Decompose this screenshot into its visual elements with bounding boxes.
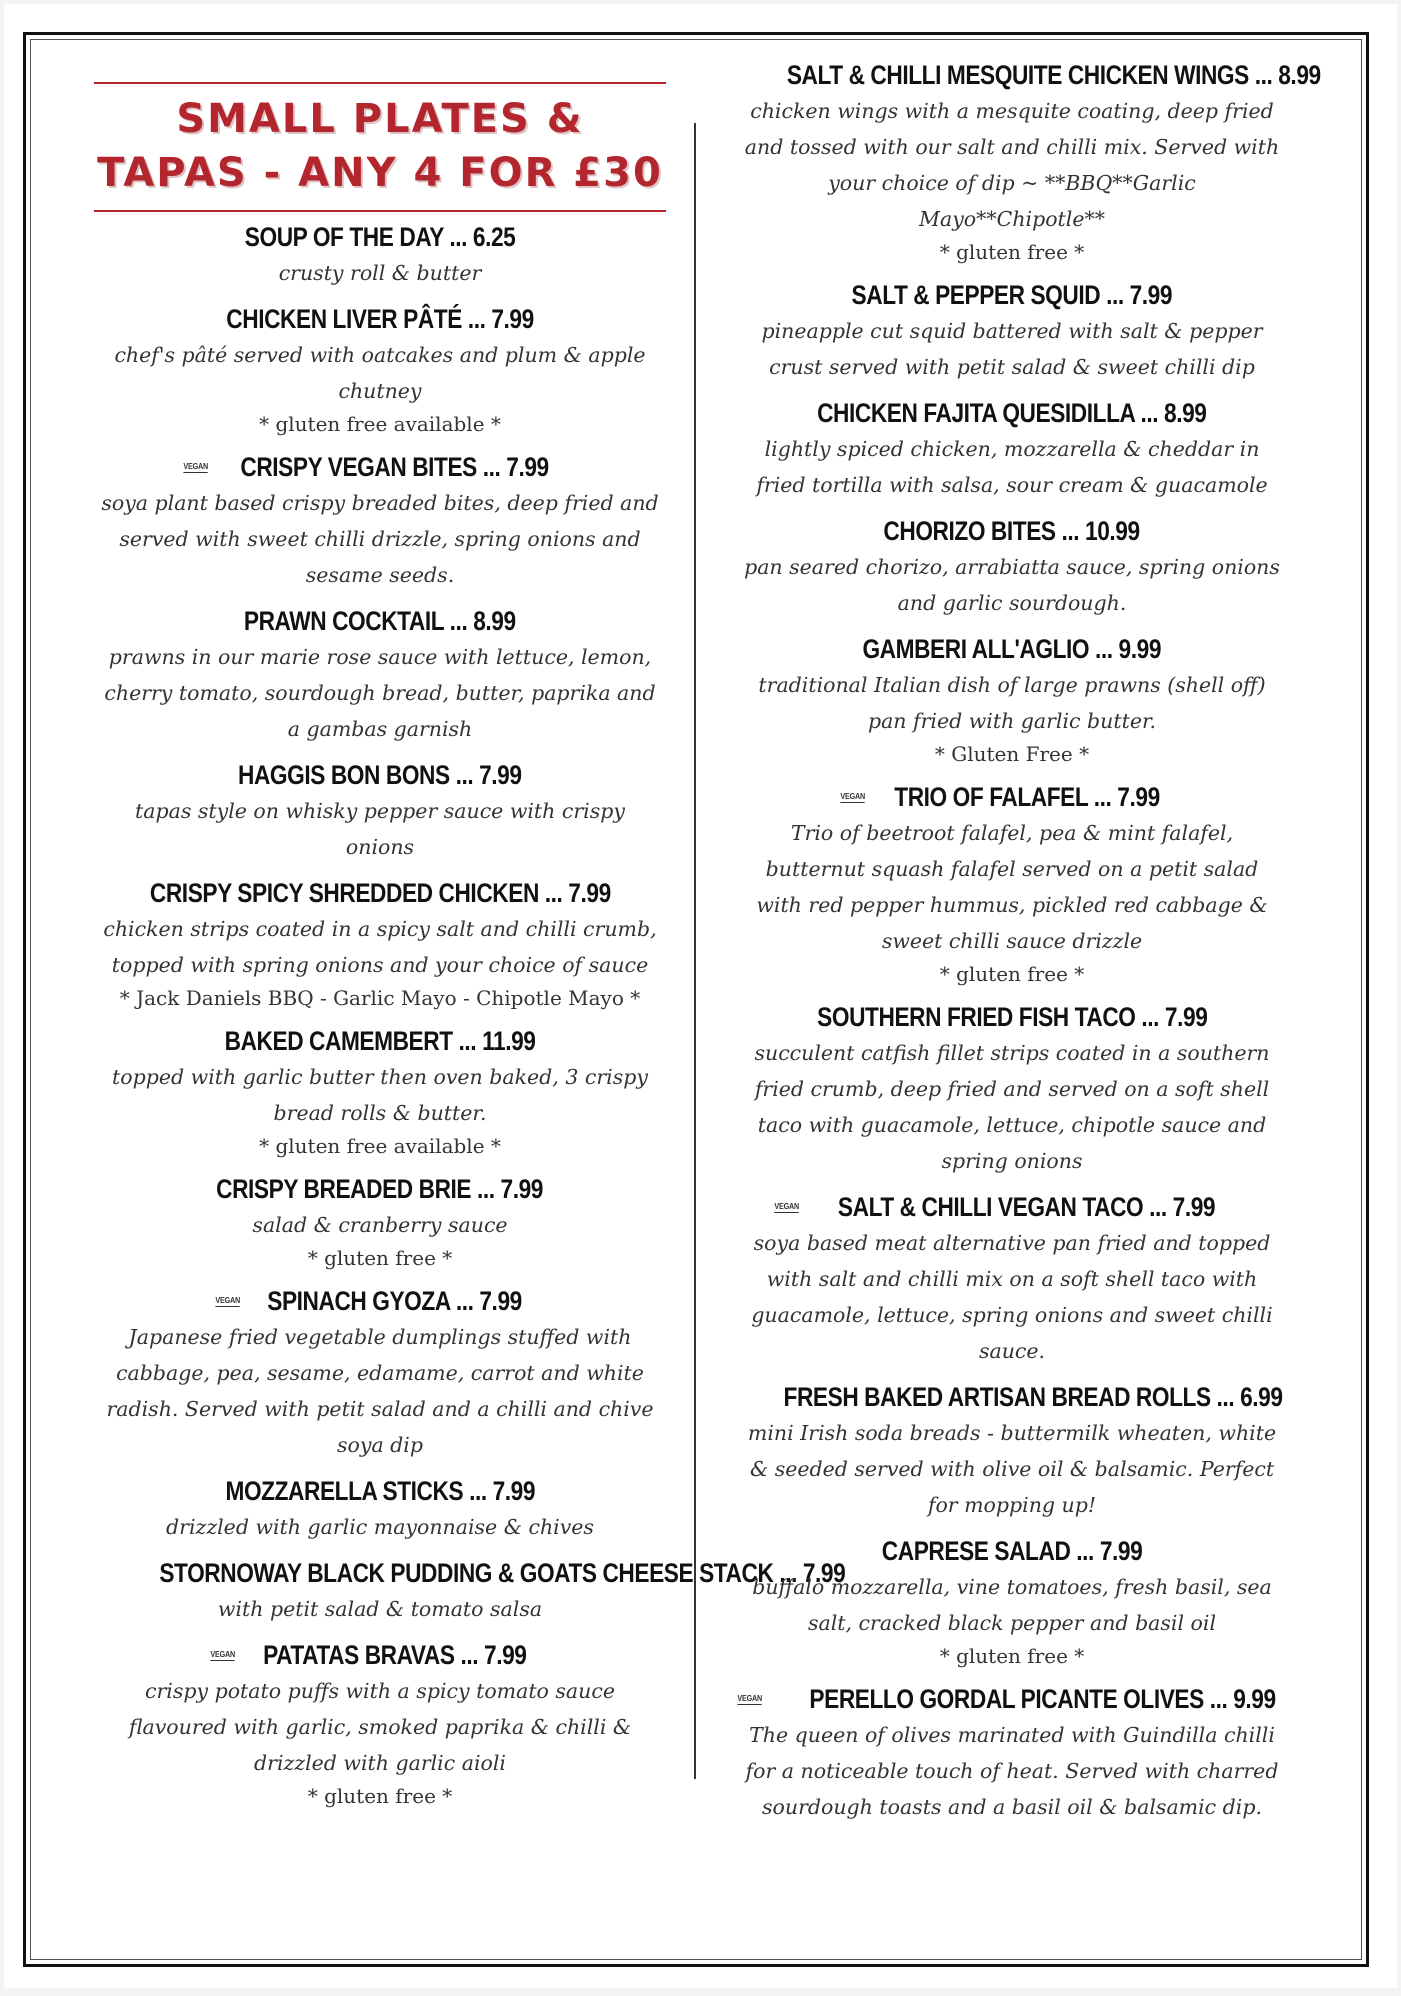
menu-item-name	[780, 1000, 1245, 1035]
menu-item-title: CHICKEN LIVER PÂTÉ ... 7.99	[226, 304, 534, 334]
menu-item	[736, 1190, 1288, 1369]
column-divider	[694, 123, 696, 1779]
menu-item-name	[214, 1284, 547, 1319]
menu-item-note: * Gluten Free *	[934, 742, 1090, 766]
menu-item-name	[182, 450, 579, 485]
menu-item-note: * gluten free *	[307, 1246, 453, 1270]
menu-item	[736, 396, 1288, 503]
menu-item-title: CRISPY BREADED BRIE ... 7.99	[216, 1174, 544, 1204]
menu-item-name	[736, 58, 1372, 93]
vegan-icon: VEGAN	[737, 1694, 763, 1703]
menu-item-title: TRIO OF FALAFEL ... 7.99	[893, 782, 1160, 812]
menu-item-name	[211, 758, 549, 793]
menu-item-description: chicken strips coated in a spicy salt and chilli crumb, topped with spring onions and your choice of sauce	[103, 917, 657, 977]
menu-item-name	[197, 302, 563, 337]
menu-item-note: * gluten free available *	[259, 412, 501, 436]
menu-item-title: PRAWN COCKTAIL ... 8.99	[244, 606, 516, 636]
vegan-icon: VEGAN	[774, 1202, 799, 1211]
menu-item-name	[839, 780, 1185, 815]
menu-item	[94, 1024, 666, 1161]
menu-item	[94, 604, 666, 747]
menu-item-description: drizzled with garlic mayonnaise & chives	[166, 1515, 594, 1539]
menu-item-name	[821, 278, 1203, 313]
menu-item-name	[736, 1682, 1321, 1717]
menu-item-title: HAGGIS BON BONS ... 7.99	[238, 760, 522, 790]
menu-item	[736, 780, 1288, 989]
menu-item	[94, 1638, 666, 1811]
menu-item-description: prawns in our marie rose sauce with lettuce, lemon, cherry tomato, sourdough bread, butter, paprika and a gambas garnish	[104, 645, 656, 741]
menu-item-title: CRISPY VEGAN BITES ... 7.99	[240, 452, 549, 482]
menu-item-name	[209, 1638, 552, 1673]
menu-item-description: soya plant based crispy breaded bites, deep fried and served with sweet chilli drizzle, spring onions and sesame seeds.	[101, 491, 659, 587]
menu-item-description: topped with garlic butter then oven baked, 3 crispy bread rolls & butter.	[112, 1065, 648, 1125]
vegan-icon: VEGAN	[215, 1296, 240, 1305]
section-header	[94, 82, 666, 212]
menu-item-name	[780, 396, 1244, 431]
menu-item-title: CHORIZO BITES ... 10.99	[883, 516, 1141, 546]
menu-item-description: chef's pâté served with oatcakes and plum & apple chutney	[114, 343, 646, 403]
vegan-icon: VEGAN	[183, 462, 208, 471]
menu-item	[94, 758, 666, 865]
menu-item	[94, 450, 666, 593]
menu-item-description: Trio of beetroot falafel, pea & mint falafel, butternut squash falafel served on a petit salad with red pepper hummus, pickled red cabbage & sweet chilli sauce drizzle	[756, 821, 1268, 953]
menu-item-description: traditional Italian dish of large prawns (shell off) pan fried with garlic butter.	[758, 673, 1266, 733]
menu-item-note: * gluten free *	[307, 1784, 453, 1808]
menu-item	[94, 1474, 666, 1545]
menu-item-note: * Jack Daniels BBQ - Garlic Mayo - Chipotle Mayo *	[119, 986, 641, 1010]
menu-item-title: SALT & CHILLI VEGAN TACO ... 7.99	[838, 1192, 1216, 1222]
menu-item-description: succulent catfish fillet strips coated in a southern fried crumb, deep fried and served on a soft shell taco with guacamole, lettuce, chipotle sauce and spring onions	[754, 1041, 1270, 1173]
menu-item-title: CHICKEN FAJITA QUESIDILLA ... 8.99	[817, 398, 1207, 428]
menu-item-note: * gluten free *	[939, 1644, 1085, 1668]
menu-item	[736, 1380, 1288, 1523]
menu-item-description: Japanese fried vegetable dumplings stuffed with cabbage, pea, sesame, edamame, carrot and white radish. Served with petit salad and a chilli and chive soya dip	[106, 1325, 654, 1457]
menu-item-description: tapas style on whisky pepper sauce with crispy onions	[135, 799, 625, 859]
menu-item	[736, 1534, 1288, 1671]
menu-item-description: The queen of olives marinated with Guindilla chilli for a noticeable touch of heat. Served with charred sourdough toasts and a basil oil & balsamic dip.	[745, 1723, 1279, 1819]
menu-item-description: pineapple cut squid battered with salt & pepper crust served with petit salad & sweet chilli dip	[761, 319, 1263, 379]
menu-item-name	[218, 604, 542, 639]
menu-item-name	[857, 1534, 1167, 1569]
menu-item	[94, 1284, 666, 1463]
vegan-icon: VEGAN	[209, 1650, 235, 1659]
menu-item-title: PATATAS BRAVAS ... 7.99	[263, 1640, 527, 1670]
menu-item-note: * gluten free *	[939, 962, 1085, 986]
menu-item-description: crispy potato puffs with a spicy tomato sauce flavoured with garlic, smoked paprika & chilli & drizzled with garlic aioli	[128, 1679, 632, 1775]
menu-item-title: BAKED CAMEMBERT ... 11.99	[224, 1026, 536, 1056]
section-title: SMALL PLATES & TAPAS - ANY 4 FOR £30	[97, 96, 663, 196]
menu-item-description: with petit salad & tomato salsa	[217, 1597, 543, 1621]
menu-item-note: * gluten free available *	[259, 1134, 501, 1158]
menu-item-name	[185, 1172, 574, 1207]
menu-item-description: buffalo mozzarella, vine tomatoes, fresh basil, sea salt, cracked black pepper and basil oil	[752, 1575, 1272, 1635]
menu-item-name	[219, 220, 541, 255]
menu-item-description: pan seared chorizo, arrabiatta sauce, spring onions and garlic sourdough.	[744, 555, 1280, 615]
menu-item-description: salad & cranberry sauce	[252, 1213, 508, 1237]
menu-item	[94, 220, 666, 291]
right-column	[736, 58, 1321, 1836]
menu-item-name	[736, 1380, 1330, 1415]
menu-item-description: crusty roll & butter	[278, 261, 482, 285]
menu-item-name	[106, 876, 655, 911]
menu-item-title: SOUP OF THE DAY ... 6.25	[244, 222, 516, 252]
menu-item-title: SALT & PEPPER SQUID ... 7.99	[851, 280, 1173, 310]
menu-item-title: CRISPY SPICY SHREDDED CHICKEN ... 7.99	[149, 878, 611, 908]
menu-item-title: SALT & CHILLI MESQUITE CHICKEN WINGS ... 8.99	[786, 60, 1321, 90]
vegan-icon: VEGAN	[840, 792, 866, 801]
menu-item-name	[195, 1024, 565, 1059]
menu-item	[736, 278, 1288, 385]
menu-item	[736, 514, 1288, 621]
menu-item-name	[773, 1190, 1252, 1225]
menu-item	[736, 632, 1288, 769]
menu-item-title: FRESH BAKED ARTISAN BREAD ROLLS ... 6.99	[783, 1382, 1283, 1412]
menu-item-name	[859, 514, 1164, 549]
menu-item-title: SPINACH GYOZA ... 7.99	[267, 1286, 523, 1316]
menu-item	[736, 1682, 1288, 1825]
menu-item	[94, 1172, 666, 1273]
menu-item-description: soya based meat alternative pan fried and topped with salt and chilli mix on a soft shell taco with guacamole, lettuce, spring onions and sweet chilli sauce.	[751, 1231, 1273, 1363]
menu-item	[94, 302, 666, 439]
menu-item-title: CAPRESE SALAD ... 7.99	[881, 1536, 1143, 1566]
menu-item-name	[834, 632, 1189, 667]
menu-item-name	[196, 1474, 565, 1509]
menu-item	[736, 58, 1321, 267]
menu-item	[736, 1000, 1288, 1179]
menu-item-note: * gluten free *	[939, 240, 1085, 264]
menu-item-title: GAMBERI ALL'AGLIO ... 9.99	[862, 634, 1162, 664]
menu-item-title: STORNOWAY BLACK PUDDING & GOATS CHEESE STACK ... 7.99	[159, 1558, 846, 1588]
menu-item-title: PERELLO GORDAL PICANTE OLIVES ... 9.99	[809, 1684, 1277, 1714]
menu-item-title: SOUTHERN FRIED FISH TACO ... 7.99	[816, 1002, 1208, 1032]
menu-item	[94, 1556, 846, 1627]
left-column	[94, 82, 846, 1822]
menu-item-description: chicken wings with a mesquite coating, deep fried and tossed with our salt and chilli mix. Served with your choice of dip ~ **BBQ**Garlic Mayo**Chipotle**	[744, 99, 1280, 231]
menu-item	[94, 876, 666, 1013]
menu-item-description: mini Irish soda breads - buttermilk wheaten, white & seeded served with olive oil & balsamic. Perfect for mopping up!	[747, 1421, 1277, 1517]
menu-item-title: MOZZARELLA STICKS ... 7.99	[225, 1476, 535, 1506]
menu-item-description: lightly spiced chicken, mozzarella & cheddar in fried tortilla with salsa, sour cream & guacamole	[756, 437, 1268, 497]
